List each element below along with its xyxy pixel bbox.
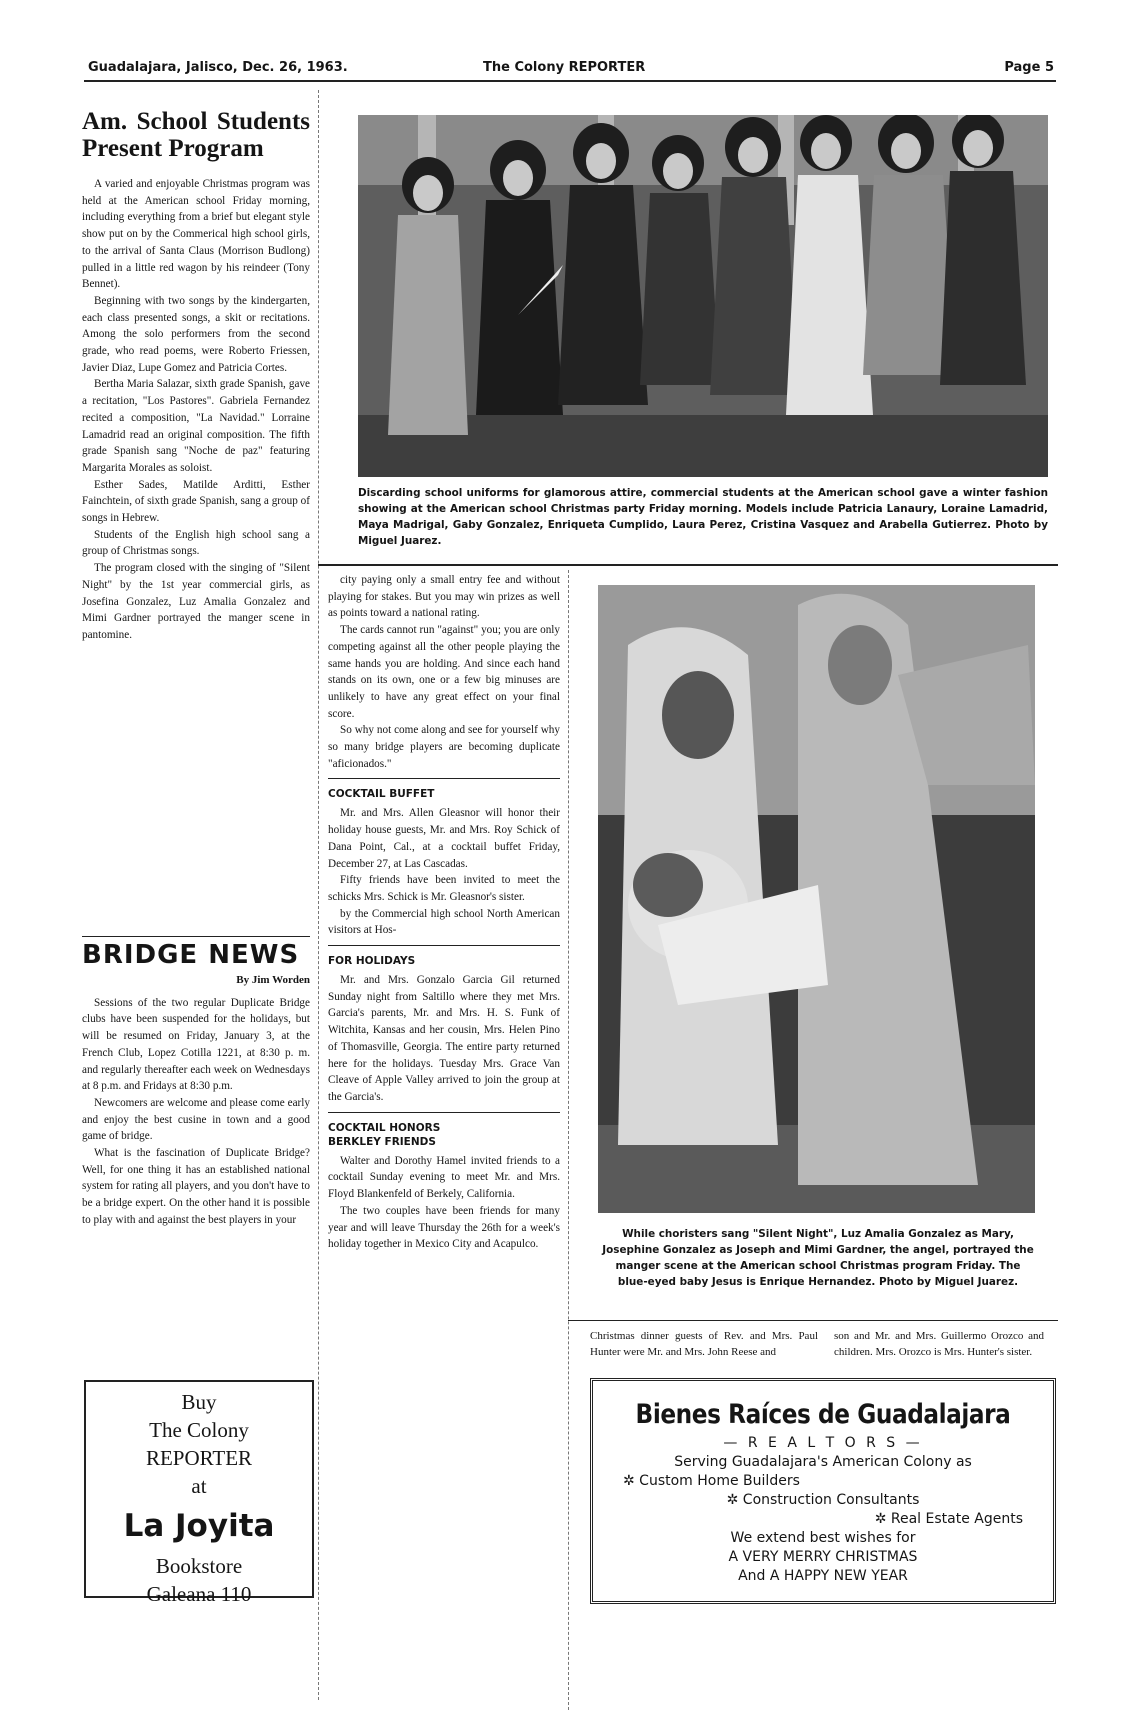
article-paragraph: A varied and enjoyable Christmas program was held at the American school Friday morning, including everything from a brief but elegant style show put on by the Commerical high school girls, to the arrival of Santa Claus (Morrison Budlong) pulled in a little red wagon by his reindeer (Tony Bennet). [82, 178, 310, 291]
bridge-news-headline: BRIDGE NEWS [82, 940, 300, 970]
page-number: Page 5 [1004, 60, 1054, 75]
article-paragraph: by the Commercial high school North American visitors at Hos- [328, 907, 560, 937]
ad-line: Bookstore [155, 1554, 243, 1578]
fashion-show-photo [358, 115, 1048, 477]
ad-line: at [191, 1474, 207, 1498]
section-rule [318, 564, 1058, 566]
article-paragraph: city paying only a small entry fee and without playing for stakes. But you may win prizes as well as points toward a national rating. [328, 574, 560, 620]
bienes-raices-ad [590, 1378, 1056, 1604]
header-rule [84, 80, 1056, 82]
article-paragraph: Esther Sades, Matilde Arditti, Esther Fainchtein, of sixth grade Spanish, sang a group of songs in Hebrew. [82, 478, 310, 525]
page-header [88, 56, 1054, 78]
article-paragraph: Mr. and Mrs. Allen Gleasnor will honor their holiday house guests, Mr. and Mrs. Roy Schick of Dana Point, Cal., at a cocktail buffet Friday, December 27, at Las Cascadas. [328, 807, 560, 870]
column-divider [568, 570, 569, 1710]
ad-line: We extend best wishes for [730, 1530, 916, 1546]
store-name: La Joyita [123, 1508, 275, 1544]
article-paragraph: Walter and Dorothy Hamel invited friends to a cocktail Sunday evening to meet Mr. and Mrs. Floyd Blankenfeld of Berkely, California. [328, 1154, 560, 1201]
article-paragraph: Students of the English high school sang a group of Christmas songs. [82, 528, 310, 558]
ad-line: REPORTER [145, 1446, 253, 1470]
section-rule [568, 1320, 1058, 1321]
article-paragraph: Fifty friends have been invited to meet the schicks Mrs. Schick is Mr. Gleasnor's sister. [328, 874, 560, 903]
school-article-headline: Am. School Students Present Program [82, 108, 310, 162]
section-rule [82, 936, 310, 937]
ad-line: Serving Guadalajara's American Colony as [674, 1454, 972, 1470]
article-paragraph: The two couples have been friends for many year and will leave Thursday the 26th for a week's holiday together in Mexico City and Acapulco. [328, 1204, 560, 1251]
nativity-caption: While choristers sang "Silent Night", Luz Amalia Gonzalez as Mary, Josephine Gonzalez as Joseph and Mimi Gardner, the angel, portrayed the manger scene at the American school Christmas program Friday. The blue-eyed baby Jesus is Enrique Hernandez. Photo by Miguel Juarez. [602, 1228, 1034, 1288]
left-column [82, 108, 310, 644]
cocktail-buffet-heading: COCKTAIL BUFFET [328, 788, 435, 801]
reporter-bookstore-ad [84, 1380, 314, 1606]
section-rule [328, 945, 560, 946]
ad-line: ✲ Custom Home Builders [623, 1473, 800, 1489]
bridge-news-section [82, 940, 310, 1229]
article-paragraph: Newcomers are welcome and please come early and enjoy the best cusine in town and a good game of bridge. [82, 1096, 310, 1143]
dateline: Guadalajara, Jalisco, Dec. 26, 1963. [88, 60, 348, 75]
fashion-show-caption: Discarding school uniforms for glamorous attire, commercial students at the American school gave a winter fashion showing at the American school Christmas party Friday morning. Models include Patricia Lanaury, Loraine Lamadrid, Maya Madrigal, Gaby Gonzalez, Enriqueta Cumplido, Laura Perez, Cristina Vasquez and Arabella Gutierrez. Photo by Miguel Juarez. [358, 487, 1048, 547]
realty-name: Bienes Raíces de Guadalajara [635, 1399, 1011, 1430]
fashion-show-photo-image [358, 115, 1048, 477]
article-paragraph: The program closed with the singing of "Silent Night" by the 1st year commercial girls, as Josefina Gonzalez, Luz Amalia Gonzalez and Mimi Gardner portrayed the manger scene in pantomine. [82, 562, 310, 641]
christmas-dinner-left: Christmas dinner guests of Rev. and Mrs. Paul Hunter were Mr. and Mrs. John Reese and [590, 1330, 818, 1358]
ad-line: ✲ Construction Consultants [726, 1492, 920, 1508]
ad-line: A VERY MERRY CHRISTMAS [728, 1549, 918, 1565]
column-divider [318, 90, 319, 1700]
article-paragraph: The cards cannot run "against" you; you are only competing against all the other people playing the same hands you are holding. And since each hand stands on its own, one or a few big minuses are unlikely to have any great effect on your final score. [328, 624, 560, 720]
article-paragraph: What is the fascination of Duplicate Bridge? Well, for one thing it has an established national system for rating all players, and you don't have to be a bridge expert. On the other hand it is possible to play with and against the best players in your [82, 1147, 310, 1226]
article-paragraph: Beginning with two songs by the kindergarten, each class presented songs, a skit or recitations. Among the solo performers from the second grade, who read poems, were Roberto Friessen, Javier Diaz, Lupe Gomez and Patricia Cortes. [82, 294, 310, 374]
realtors-tag: — R E A L T O R S — [723, 1435, 923, 1451]
cocktail-honors-heading: COCKTAIL HONORS [328, 1121, 441, 1134]
nativity-scene-photo [598, 585, 1035, 1213]
christmas-dinner-right: son and Mr. and Mrs. Guillermo Orozco and children. Mrs. Orozco is Mrs. Hunter's sister. [834, 1330, 1044, 1358]
masthead-title: The Colony REPORTER [483, 60, 646, 75]
section-rule [328, 778, 560, 779]
article-paragraph: Sessions of the two regular Duplicate Bridge clubs have been suspended for the holidays, but will be resumed on Friday, January 3, at the French Club, Lopez Cotilla 1221, at 8:30 p. m. and regularly thereafter each week on Wednesdays at 8 p.m. and Fridays at 8:30 p.m. [82, 996, 310, 1093]
nativity-scene-photo-image [598, 585, 1035, 1213]
section-rule [328, 1112, 560, 1113]
article-paragraph: Mr. and Mrs. Gonzalo Garcia Gil returned Sunday night from Saltillo where they met Mrs. Garcia's parents, Mr. and Mrs. H. S. Funk of Witchita, Kansas and her cousin, Mrs. Helen Pino of Thomasville, Georgia. The entire party returned here for the holidays. Tuesday Mrs. Grace Van Cleave of Apple Valley arrived to join the group at the Garcia's. [328, 974, 560, 1103]
article-paragraph: So why not come along and see for yourself why so many bridge players are becoming duplicate "aficionados." [328, 724, 560, 770]
berkley-friends-heading: BERKLEY FRIENDS [328, 1135, 436, 1148]
holidays-heading: FOR HOLIDAYS [328, 955, 416, 968]
ad-line: ✲ Real Estate Agents [874, 1511, 1023, 1527]
ad-line: Buy [181, 1390, 217, 1414]
article-paragraph: Bertha Maria Salazar, sixth grade Spanish, gave a recitation, "Los Pastores". Gabriela Fernandez recited a composition, "La Navidad." Lorraine Lamadrid read an original composition. The fifth grade Spanish sang "Noche de paz" featuring Margarita Morales as soloist. [82, 378, 310, 474]
middle-column [328, 572, 560, 1253]
ad-line: The Colony [149, 1418, 249, 1442]
store-address: Galeana 110 [146, 1582, 252, 1606]
bridge-byline: By Jim Worden [236, 974, 310, 986]
ad-line: And A HAPPY NEW YEAR [738, 1568, 908, 1584]
